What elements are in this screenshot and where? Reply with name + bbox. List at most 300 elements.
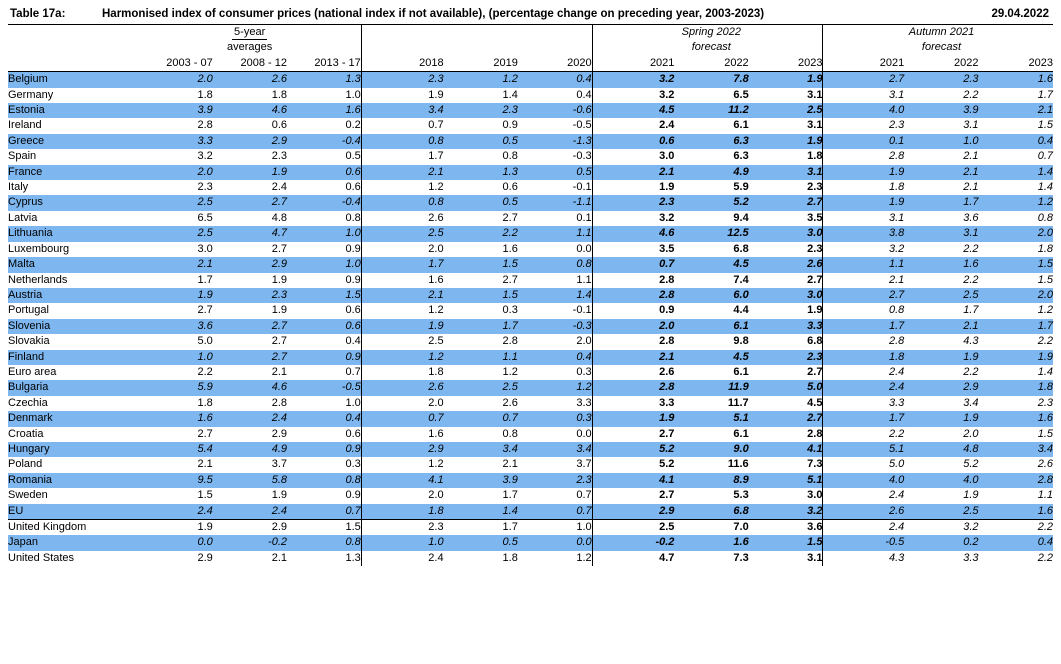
cell-8: 2.8 xyxy=(807,427,823,440)
cell-2: -0.4 xyxy=(287,195,361,210)
cell-10: 2.2 xyxy=(963,88,979,101)
cell-9: -0.5 xyxy=(830,535,904,550)
cell-9: 4.0 xyxy=(830,473,904,488)
cell-7: 11.2 xyxy=(674,103,748,118)
cell-8: 3.2 xyxy=(749,504,823,520)
cell-8: 7.3 xyxy=(807,458,823,471)
table-row xyxy=(8,427,1053,442)
cell-9: 1.1 xyxy=(830,257,904,272)
cell-2: 0.8 xyxy=(287,535,361,550)
cell-6: 1.9 xyxy=(659,181,675,194)
cell-11: 1.7 xyxy=(979,319,1053,334)
cell-2: -0.5 xyxy=(287,380,361,395)
cell-8: 1.9 xyxy=(807,304,823,317)
cell-7: 6.8 xyxy=(733,242,749,255)
table-row xyxy=(8,149,1053,164)
cell-8: 4.5 xyxy=(807,396,823,409)
cell-6: 2.0 xyxy=(600,319,674,334)
group-separator xyxy=(361,334,369,349)
cell-6: 2.8 xyxy=(600,288,674,303)
cell-6: 3.3 xyxy=(659,396,675,409)
cell-0: 1.9 xyxy=(138,288,212,303)
sep-c-3 xyxy=(823,56,830,72)
table-row xyxy=(8,72,1053,88)
group-separator xyxy=(592,72,600,88)
cell-6: 2.9 xyxy=(600,504,674,520)
group-separator xyxy=(823,134,830,149)
group-separator xyxy=(361,551,369,566)
table-row xyxy=(8,319,1053,334)
group-separator xyxy=(823,411,830,426)
cell-8: 1.8 xyxy=(807,150,823,163)
cell-2: 1.6 xyxy=(287,103,361,118)
cell-9: 3.1 xyxy=(888,211,905,224)
cell-11: 1.2 xyxy=(1037,304,1053,317)
cell-11: 1.8 xyxy=(979,380,1053,395)
cell-3: 4.1 xyxy=(369,473,443,488)
group-separator xyxy=(361,411,369,426)
cell-9: 2.1 xyxy=(888,273,905,286)
cell-7: 6.1 xyxy=(733,365,749,378)
cell-7: 4.4 xyxy=(733,304,749,317)
cell-3: 1.7 xyxy=(369,257,443,272)
row-label: Portugal xyxy=(8,304,49,317)
group-separator xyxy=(592,165,600,180)
row-label: Slovakia xyxy=(8,335,50,348)
cell-4: 1.7 xyxy=(444,319,518,334)
cell-2: 0.9 xyxy=(345,242,361,255)
group-separator xyxy=(592,88,600,103)
cell-10: 0.2 xyxy=(904,535,978,550)
cell-6: 4.1 xyxy=(600,473,674,488)
cell-2: 0.9 xyxy=(287,442,361,457)
group-separator xyxy=(823,551,830,566)
row-label: Luxembourg xyxy=(8,242,70,255)
row-label: Ireland xyxy=(8,119,42,132)
cell-3: 1.6 xyxy=(428,427,444,440)
cell-10: 2.2 xyxy=(963,365,979,378)
cell-7: 8.9 xyxy=(674,473,748,488)
cell-0: 1.6 xyxy=(138,411,212,426)
cell-1: 2.3 xyxy=(213,288,287,303)
cell-1: 2.4 xyxy=(213,504,287,520)
cell-2: 0.6 xyxy=(345,181,361,194)
table-row xyxy=(8,535,1053,550)
cell-11: 1.6 xyxy=(979,411,1053,426)
cell-2: 0.6 xyxy=(345,304,361,317)
group-separator xyxy=(823,273,830,288)
cell-8: 2.3 xyxy=(807,181,823,194)
cell-6: 0.7 xyxy=(600,257,674,272)
group-separator xyxy=(823,442,830,457)
row-label: Denmark xyxy=(8,411,138,426)
table-row xyxy=(8,551,1053,566)
cell-10: 3.9 xyxy=(904,103,978,118)
table-row xyxy=(8,334,1053,349)
cell-6: 2.3 xyxy=(600,195,674,210)
cell-3: 2.1 xyxy=(369,165,443,180)
cell-9: 2.7 xyxy=(830,288,904,303)
group-spring-line1: Spring 2022 xyxy=(681,26,741,38)
cell-1: 2.6 xyxy=(213,72,287,88)
cell-0: 3.6 xyxy=(138,319,212,334)
group-separator xyxy=(592,303,600,318)
cell-10: 2.1 xyxy=(904,319,978,334)
cell-3: 2.1 xyxy=(369,288,443,303)
cell-9: 2.4 xyxy=(830,380,904,395)
group-separator xyxy=(361,442,369,457)
cell-7: 6.1 xyxy=(733,427,749,440)
cell-0: 2.3 xyxy=(197,181,213,194)
group-separator xyxy=(823,535,830,550)
table-row xyxy=(8,504,1053,520)
cell-2: 1.3 xyxy=(287,72,361,88)
cell-1: 2.9 xyxy=(213,257,287,272)
table-row xyxy=(8,211,1053,226)
cell-11: 3.4 xyxy=(979,442,1053,457)
cell-7: 9.8 xyxy=(733,335,749,348)
row-label: United Kingdom xyxy=(8,520,138,536)
cell-10: 2.5 xyxy=(904,288,978,303)
cell-4: 1.8 xyxy=(502,551,518,564)
cell-4: 0.5 xyxy=(444,535,518,550)
row-label: Slovenia xyxy=(8,319,138,334)
cell-7: 5.2 xyxy=(674,195,748,210)
group-separator xyxy=(823,303,830,318)
group-separator xyxy=(361,226,369,241)
cell-3: 2.4 xyxy=(428,551,444,564)
report-date: 29.04.2022 xyxy=(991,8,1049,20)
cell-3: 1.8 xyxy=(428,365,444,378)
group-separator xyxy=(823,118,830,133)
row-label: Latvia xyxy=(8,211,38,224)
cell-11: 0.4 xyxy=(979,535,1053,550)
cell-2: 0.7 xyxy=(287,504,361,520)
group-separator xyxy=(592,350,600,365)
cell-9: 1.9 xyxy=(830,195,904,210)
cell-0: 0.0 xyxy=(138,535,212,550)
cell-7: 7.3 xyxy=(733,551,749,564)
sep-b-3 xyxy=(592,56,600,72)
group-separator xyxy=(592,273,600,288)
cell-9: 2.3 xyxy=(888,119,905,132)
row-label: Malta xyxy=(8,257,138,272)
row-label: Estonia xyxy=(8,103,138,118)
cell-9: 2.8 xyxy=(888,150,905,163)
cell-0: 1.0 xyxy=(138,350,212,365)
cell-6: 2.8 xyxy=(659,335,675,348)
group-separator xyxy=(592,134,600,149)
sep-c-1 xyxy=(823,25,830,40)
cell-11: 2.2 xyxy=(979,520,1053,536)
col-header-1: 2008 - 12 xyxy=(213,56,287,72)
group-separator xyxy=(361,288,369,303)
cell-6: 4.6 xyxy=(600,226,674,241)
cell-3: 0.8 xyxy=(369,195,443,210)
cell-3: 2.6 xyxy=(428,211,444,224)
group-separator xyxy=(361,211,369,226)
cell-4: 2.7 xyxy=(502,273,518,286)
cell-11: 1.9 xyxy=(979,350,1053,365)
cell-6: 2.8 xyxy=(600,380,674,395)
cell-10: 3.2 xyxy=(904,520,978,536)
cell-1: 1.8 xyxy=(271,88,288,101)
cell-8: 2.7 xyxy=(749,411,823,426)
cell-2: 1.0 xyxy=(287,257,361,272)
cell-6: 4.5 xyxy=(600,103,674,118)
cell-8: 2.3 xyxy=(807,242,823,255)
cell-8: 3.1 xyxy=(807,551,823,564)
group-separator xyxy=(592,380,600,395)
cell-5: 3.3 xyxy=(576,396,592,409)
cell-7: 6.3 xyxy=(733,150,749,163)
cell-1: 1.9 xyxy=(271,489,288,502)
cell-2: 0.9 xyxy=(287,350,361,365)
cell-1: 5.8 xyxy=(213,473,287,488)
group-separator xyxy=(823,211,830,226)
cell-4: 3.4 xyxy=(444,442,518,457)
group-separator xyxy=(823,72,830,88)
cell-11: 1.4 xyxy=(1037,181,1053,194)
cell-0: 1.5 xyxy=(197,489,213,502)
group-separator xyxy=(361,273,369,288)
row-label: Cyprus xyxy=(8,195,138,210)
cell-8: 1.9 xyxy=(749,72,823,88)
row-label: Croatia xyxy=(8,427,44,440)
table-number: Table 17a: xyxy=(10,8,66,20)
cell-8: 3.0 xyxy=(749,226,823,241)
row-label: EU xyxy=(8,504,138,520)
cell-6: 3.2 xyxy=(659,88,675,101)
group-separator xyxy=(592,149,600,164)
cell-10: 2.3 xyxy=(904,72,978,88)
cell-11: 2.2 xyxy=(1037,551,1053,564)
cell-1: -0.2 xyxy=(213,535,287,550)
cell-2: 0.6 xyxy=(345,427,361,440)
cell-10: 3.4 xyxy=(963,396,979,409)
group-separator xyxy=(361,195,369,210)
col-header-7: 2022 xyxy=(674,56,748,72)
cell-10: 2.5 xyxy=(904,504,978,520)
cell-0: 3.0 xyxy=(197,242,213,255)
table-row xyxy=(8,457,1053,472)
group-separator xyxy=(592,242,600,257)
table-row xyxy=(8,195,1053,210)
cell-11: 1.7 xyxy=(1037,88,1053,101)
cell-0: 2.1 xyxy=(138,257,212,272)
cell-11: 1.4 xyxy=(1037,365,1053,378)
table-row xyxy=(8,103,1053,118)
cell-10: 2.2 xyxy=(963,242,979,255)
cell-7: 9.0 xyxy=(674,442,748,457)
cell-1: 2.1 xyxy=(271,551,288,564)
cell-8: 3.3 xyxy=(749,319,823,334)
cell-9: 1.7 xyxy=(830,319,904,334)
cell-11: 2.0 xyxy=(979,226,1053,241)
group-separator xyxy=(823,103,830,118)
cell-6: 2.6 xyxy=(659,365,675,378)
cell-9: 0.1 xyxy=(830,134,904,149)
cell-3: 2.3 xyxy=(369,72,443,88)
cell-5: -1.1 xyxy=(518,195,592,210)
group-separator xyxy=(592,288,600,303)
group-separator xyxy=(823,365,830,380)
cell-5: -0.5 xyxy=(572,119,592,132)
table-row xyxy=(8,411,1053,426)
cell-6: 2.8 xyxy=(659,273,675,286)
cell-5: -0.3 xyxy=(572,150,592,163)
table-row xyxy=(8,396,1053,411)
group-separator xyxy=(592,504,600,520)
cell-3: 1.0 xyxy=(369,535,443,550)
cell-4: 1.2 xyxy=(444,72,518,88)
cell-3: 2.0 xyxy=(428,242,444,255)
cell-4: 0.8 xyxy=(502,427,518,440)
col-header-4: 2019 xyxy=(444,56,518,72)
cell-0: 2.7 xyxy=(197,304,213,317)
cell-1: 1.9 xyxy=(213,165,287,180)
cell-10: 1.7 xyxy=(904,195,978,210)
cell-5: 0.1 xyxy=(576,211,592,224)
group-separator xyxy=(592,118,600,133)
cell-10: 3.3 xyxy=(963,551,979,564)
table-row xyxy=(8,442,1053,457)
group-separator xyxy=(361,180,369,195)
cell-11: 1.1 xyxy=(1037,489,1053,502)
cell-6: 4.7 xyxy=(659,551,675,564)
cell-11: 1.5 xyxy=(1037,427,1053,440)
group-autumn-line2: forecast xyxy=(921,41,962,54)
table-row xyxy=(8,242,1053,257)
group-separator xyxy=(592,442,600,457)
group-separator xyxy=(823,334,830,349)
group-separator xyxy=(592,396,600,411)
cell-8: 3.1 xyxy=(807,119,823,132)
cell-10: 1.9 xyxy=(963,489,979,502)
cell-11: 1.8 xyxy=(1037,242,1053,255)
cell-2: 1.0 xyxy=(345,88,361,101)
sep-b-2 xyxy=(592,40,600,55)
cell-5: 0.0 xyxy=(576,242,592,255)
cell-2: 0.6 xyxy=(287,165,361,180)
cell-9: 2.4 xyxy=(888,365,905,378)
group-separator xyxy=(823,488,830,503)
cell-0: 2.9 xyxy=(197,551,213,564)
sep-a-1 xyxy=(361,25,369,40)
cell-7: 6.8 xyxy=(674,504,748,520)
table-row xyxy=(8,118,1053,133)
group-separator xyxy=(361,118,369,133)
cell-9: 4.3 xyxy=(888,551,905,564)
cell-7: 7.0 xyxy=(674,520,748,536)
cell-4: 2.8 xyxy=(502,335,518,348)
cell-3: 2.0 xyxy=(428,396,444,409)
cell-11: 2.0 xyxy=(979,288,1053,303)
cell-5: -0.1 xyxy=(572,304,592,317)
cell-8: 3.6 xyxy=(749,520,823,536)
cell-0: 1.7 xyxy=(197,273,213,286)
cell-9: 2.8 xyxy=(888,335,905,348)
cell-3: 0.7 xyxy=(369,411,443,426)
table-row xyxy=(8,257,1053,272)
group-separator xyxy=(592,211,600,226)
group-separator xyxy=(592,334,600,349)
cell-7: 1.6 xyxy=(674,535,748,550)
cell-8: 1.9 xyxy=(749,134,823,149)
cell-2: 1.0 xyxy=(345,396,361,409)
row-label: Germany xyxy=(8,88,54,101)
table-row xyxy=(8,288,1053,303)
cell-9: 1.8 xyxy=(888,181,905,194)
cell-10: 2.2 xyxy=(963,273,979,286)
cell-1: 3.7 xyxy=(271,458,288,471)
group-separator xyxy=(361,319,369,334)
group-separator xyxy=(823,473,830,488)
col-header-country xyxy=(8,56,138,72)
cell-2: 0.6 xyxy=(287,319,361,334)
cell-1: 4.6 xyxy=(213,103,287,118)
cell-2: 1.5 xyxy=(287,520,361,536)
group-separator xyxy=(361,303,369,318)
cell-11: 1.6 xyxy=(979,504,1053,520)
group-separator xyxy=(592,226,600,241)
cell-0: 2.0 xyxy=(138,165,212,180)
group-separator xyxy=(823,180,830,195)
group-separator xyxy=(361,457,369,472)
cell-5: 0.7 xyxy=(518,504,592,520)
cell-4: 2.7 xyxy=(502,211,518,224)
cell-2: 0.4 xyxy=(345,335,361,348)
cell-3: 1.9 xyxy=(428,88,444,101)
cell-4: 1.4 xyxy=(502,88,518,101)
cell-2: 0.7 xyxy=(345,365,361,378)
cell-1: 2.9 xyxy=(271,427,288,440)
row-label: United States xyxy=(8,551,75,564)
cell-2: 0.2 xyxy=(345,119,361,132)
cell-4: 1.1 xyxy=(444,350,518,365)
group-separator xyxy=(361,103,369,118)
cell-5: 0.4 xyxy=(518,72,592,88)
row-label: Spain xyxy=(8,150,37,163)
cell-0: 2.1 xyxy=(197,458,213,471)
cell-5: 2.3 xyxy=(518,473,592,488)
cell-4: 0.6 xyxy=(502,181,518,194)
cell-1: 2.7 xyxy=(271,335,288,348)
cell-10: 2.1 xyxy=(963,181,979,194)
cell-10: 1.6 xyxy=(904,257,978,272)
table-row xyxy=(8,165,1053,180)
group-separator xyxy=(361,427,369,442)
cell-4: 0.3 xyxy=(502,304,518,317)
cell-5: 1.2 xyxy=(518,380,592,395)
table-row xyxy=(8,88,1053,103)
table-body xyxy=(8,72,1053,567)
cell-8: 3.1 xyxy=(749,165,823,180)
cell-3: 1.8 xyxy=(369,504,443,520)
cell-10: 1.9 xyxy=(904,411,978,426)
cell-3: 1.9 xyxy=(369,319,443,334)
cell-4: 0.5 xyxy=(444,134,518,149)
cell-1: 1.9 xyxy=(271,273,288,286)
cell-10: 3.1 xyxy=(904,226,978,241)
cell-11: 1.5 xyxy=(1037,273,1053,286)
cell-9: 4.0 xyxy=(830,103,904,118)
group-separator xyxy=(823,288,830,303)
hicp-table xyxy=(8,25,1053,566)
cell-10: 2.1 xyxy=(904,165,978,180)
cell-1: 4.9 xyxy=(213,442,287,457)
cell-10: 2.1 xyxy=(963,150,979,163)
